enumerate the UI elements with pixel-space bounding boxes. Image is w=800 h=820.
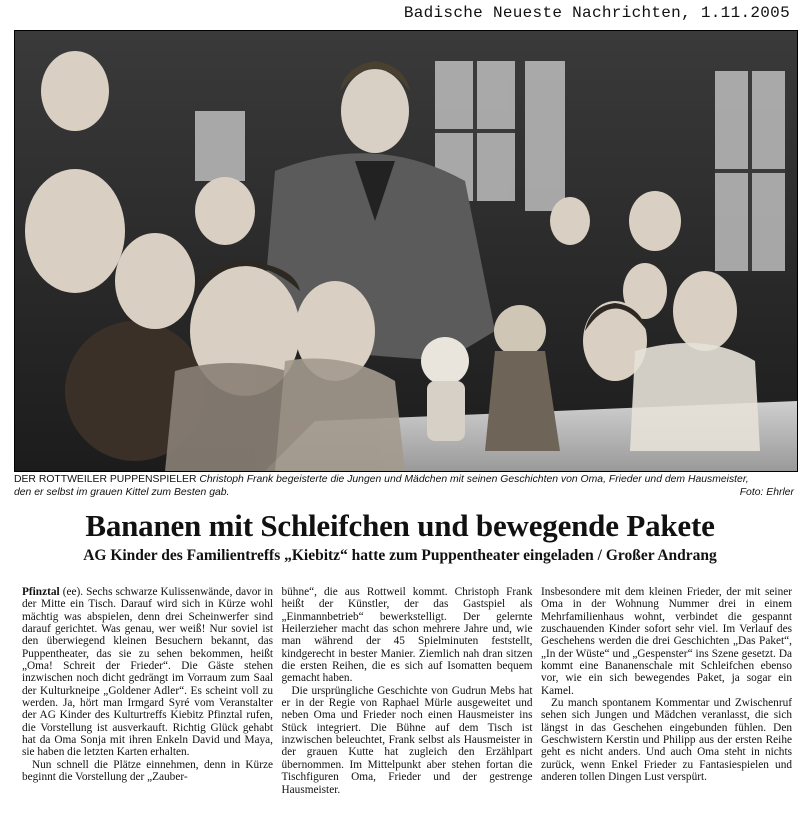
paragraph: Insbesondere mit dem kleinen Frieder, der mit seiner Oma in der Wohnung Nummer drei in einem Mehrfamilienhaus wohnt, verbindet die gespannt zuschauenden Kinder sofort sehr viel. Im Verlauf des Geschehens werden die drei Geschichten „Das Paket“, „In der Wüste“ und „Gespenster“ ins Szene gesetzt. Da kommt eine Bananenschale mit Schleifchen ebenso vor, wie ein sich bewegendes Paket, ja sogar ein Kamel. <box>541 586 792 697</box>
paragraph: Pfinztal (ee). Sechs schwarze Kulissenwände, davor in der Mitte ein Tisch. Darauf wird sich in Kürze wohl mächtig was abspielen, denn drei Scheinwerfer sind darauf gerichtet. Was genau, wer weiß! Nur soviel ist den überwiegend kleinen Besuchern bekannt, das Puppentheater, das sie zu sehen bekommen, heißt „Oma! Schreit der Frieder“. Die Gäste stehen inzwischen noch dicht gedrängt im Vorraum zum Saal der Kulturkneipe „Goldener Adler“. Es scheint voll zu werden. Ja, hört man Irmgard Syré vom Veranstalter der AG Kinder des Kulturtreffs Kiebitz Pfinztal rufen, die Vorstellung ist ausverkauft. Richtig Glück gehabt hat da Oma Sonja mit ihren Enkeln David und Maya, sie haben die letzten Karten erhalten. <box>22 586 273 759</box>
puppet-show-photo <box>14 30 798 472</box>
photo-credit: Foto: Ehrler <box>739 487 794 498</box>
article-column-2 <box>282 586 533 816</box>
photo-caption <box>14 473 794 499</box>
article-column-1 <box>22 586 273 816</box>
photo-illustration <box>15 31 797 471</box>
subheadline: AG Kinder des Familientreffs „Kiebitz“ hatte zum Puppentheater eingeladen / Großer Andrang <box>83 547 717 564</box>
article-body <box>22 586 792 816</box>
newspaper-source-date: Badische Neueste Nachrichten, 1.11.2005 <box>403 4 790 22</box>
paragraph: Die ursprüngliche Geschichte von Gudrun Mebs hat er in der Regie von Raphael Mürle ausgeweitet und neben Oma und Frieder noch einen Hausmeister ins Stück integriert. Die Bühne auf dem Tisch ist inzwischen beleuchtet, Frank selbst als Hausmeister in der grauen Kutte hat zugleich den Erzählpart übernommen. Im Mittelpunkt aber stehen fortan die Tischfiguren Oma, Frieder und der gestrenge Hausmeister. <box>281 684 533 796</box>
paragraph: bühne“, die aus Rottweil kommt. Christoph Frank heißt der Künstler, der das Gastspiel als „Einmannbetrieb“ bewerkstelligt. Der gelernte Heilerzieher macht das schon mehrere Jahre und, wie man während der 45 Spielminuten feststellt, kindgerecht in bester Manier. Ziemlich nah dran sitzen die ersten Reihen, die es sich auf Isomatten bequem gemacht haben. <box>281 586 533 685</box>
dateline-place: Pfinztal <box>22 586 60 598</box>
article-column-3 <box>541 586 792 816</box>
caption-text: Christoph Frank begeisterte die Jungen und Mädchen mit seinen Geschichten von Oma, Frieder und dem Hausmeister, <box>196 474 749 485</box>
caption-text-continued: den er selbst im grauen Kittel zum Besten gab. <box>14 487 230 498</box>
headline: Bananen mit Schleifchen und bewegende Pakete <box>85 508 715 543</box>
paragraph: Zu manch spontanem Kommentar und Zwischenruf sehen sich Jungen und Mädchen veranlasst, die sich längst in das Geschehen eingebunden fühlen. Den Geschwistern Kerstin und Philipp aus der ersten Reihe geht es nicht anders. Und auch Oma steht in nichts zurück, wenn Enkel Frieder zu Fantasiespielen und anderen tollen Dingen Lust verspürt. <box>541 697 792 784</box>
paragraph: Nun schnell die Plätze einnehmen, denn in Kürze beginnt die Vorstellung der „Zauber- <box>22 758 273 784</box>
caption-lead: DER ROTTWEILER PUPPENSPIELER <box>14 474 197 485</box>
